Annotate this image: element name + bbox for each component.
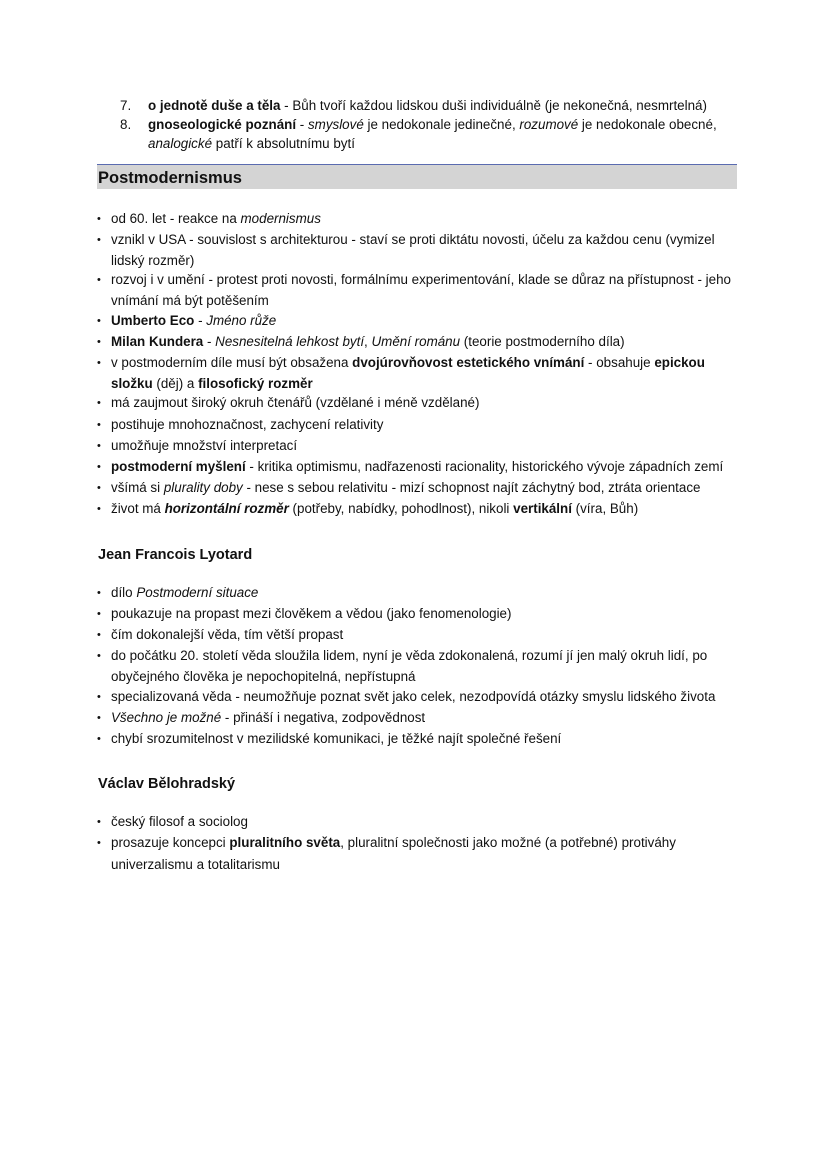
text-span: v postmoderním díle musí být obsažena — [111, 355, 353, 371]
text-span: - kritika optimismu, nadřazenosti racionality, historického vývoje západních zemí — [245, 459, 724, 475]
bullet-icon: • — [97, 335, 101, 348]
bullet-icon: • — [97, 711, 101, 724]
italic-span: Nesnesitelná lehkost bytí — [215, 333, 365, 349]
bullet-icon: • — [97, 503, 101, 516]
text-span: - nese s sebou relativitu - mizí schopnost najít záchytný bod, ztráta orientace — [242, 480, 701, 496]
text-span: od 60. let - reakce na — [111, 210, 241, 226]
numbered-item — [97, 96, 737, 115]
bullet-icon: • — [97, 314, 101, 327]
bold-span: postmoderní myšlení — [111, 459, 246, 475]
section-header-bar — [97, 164, 737, 189]
text-span: - přináší i negativa, zodpovědnost — [221, 709, 426, 725]
text-span: do počátku 20. století věda sloužila lidem, nyní je věda zdokonalená, rozumí jí jen malý okruh lidí, po obyčejného člověka je nepochopitelná, nepřístupná — [111, 648, 708, 685]
bullet-item — [97, 583, 737, 604]
italic-span: Všechno je možné — [111, 709, 222, 725]
bold-span: dvojúrovňovost estetického vnímání — [352, 355, 585, 371]
text-span: (potřeby, nabídky, pohodlnost), nikoli — [288, 501, 514, 517]
bullet-icon: • — [97, 212, 101, 225]
italic-span: modernismus — [240, 210, 321, 226]
bullet-icon: • — [97, 629, 101, 642]
bullet-item — [97, 457, 737, 478]
text-span: poukazuje na propast mezi člověkem a vědou (jako fenomenologie) — [111, 605, 512, 621]
bullet-item — [97, 270, 737, 310]
bullet-item — [97, 625, 737, 646]
italic-span: Jméno růže — [206, 312, 277, 328]
bullet-icon: • — [97, 397, 101, 410]
bullet-item — [97, 478, 737, 499]
bullet-item — [97, 353, 737, 393]
numbered-list — [97, 96, 737, 154]
bold-span: Milan Kundera — [111, 333, 204, 349]
bold-span: filosofický rozměr — [198, 376, 313, 392]
bullet-icon: • — [97, 837, 101, 850]
text-span: (děj) a — [152, 376, 199, 392]
bullet-icon: • — [97, 816, 101, 829]
text-span: je nedokonale jedinečné, — [363, 117, 520, 133]
text-span: patří k absolutnímu bytí — [212, 136, 355, 152]
text-span: čím dokonalejší věda, tím větší propast — [111, 627, 344, 643]
bullet-item — [97, 499, 737, 520]
numbered-item — [97, 115, 737, 153]
text-span: , — [364, 333, 372, 349]
bold-span: o jednotě duše a těla — [148, 98, 281, 113]
text-span: je nedokonale obecné, — [578, 117, 717, 133]
text-span: prosazuje koncepci — [111, 835, 230, 851]
text-span: specializovaná věda - neumožňuje poznat svět jako celek, nezodpovídá otázky smyslu lidského života — [111, 688, 716, 704]
text-span: rozvoj i v umění - protest proti novosti, formálnímu experimentování, klade se důraz na přístupnost - jeho vnímání má být potěšením — [111, 272, 731, 309]
text-span: všímá si — [111, 480, 164, 496]
bullet-item — [97, 393, 737, 414]
text-span: vznikl v USA - souvislost s architekturou - staví se proti diktátu novosti, účelu za každou cenu (vymizel lidský rozměr) — [111, 231, 715, 269]
bullet-icon: • — [97, 461, 101, 474]
bullet-item — [97, 833, 737, 873]
bullet-item — [97, 436, 737, 457]
italic-span: rozumové — [519, 117, 579, 133]
bold-span: epickou složku — [111, 355, 705, 392]
section-title: Postmodernismus — [98, 168, 242, 187]
italic-span: analogické — [148, 136, 213, 152]
text-span: dílo — [111, 584, 137, 600]
bold-span: vertikální — [513, 501, 572, 517]
bullet-icon: • — [97, 607, 101, 620]
bullet-item — [97, 604, 737, 625]
bullet-icon: • — [97, 418, 101, 431]
italic-span: smyslové — [307, 117, 364, 133]
bullet-icon: • — [97, 733, 101, 746]
bullet-icon: • — [97, 690, 101, 703]
bullet-icon: • — [97, 274, 101, 287]
text-span: chybí srozumitelnost v mezilidské komunikaci, je těžké najít společné řešení — [111, 731, 562, 747]
belohradsky-heading: Václav Bělohradský — [98, 776, 236, 793]
bullet-icon: • — [97, 439, 101, 452]
text-span: - — [203, 333, 216, 349]
bullet-icon: • — [97, 233, 101, 246]
text-span: postihuje mnohoznačnost, zachycení relativity — [111, 416, 384, 432]
bullet-item — [97, 415, 737, 436]
item-number: 7. — [120, 98, 132, 113]
bullet-icon: • — [97, 482, 101, 495]
bold-span: gnoseologické poznání — [148, 117, 297, 133]
bullet-item — [97, 687, 737, 708]
bullet-item — [97, 729, 737, 750]
bullet-item — [97, 230, 737, 270]
bullet-icon: • — [97, 357, 101, 370]
document-page — [97, 96, 737, 874]
text-span: - Bůh tvoří každou lidskou duši individuálně (je nekonečná, nesmrtelná) — [280, 98, 707, 113]
text-span: má zaujmout široký okruh čtenářů (vzdělané i méně vzdělané) — [111, 395, 480, 411]
italic-span: Postmoderní situace — [136, 584, 259, 600]
bullet-item — [97, 311, 737, 332]
bullet-icon: • — [97, 650, 101, 663]
bullet-item — [97, 708, 737, 729]
bullet-icon: • — [97, 586, 101, 599]
postmodern-bullet-list — [97, 209, 737, 521]
text-span: - — [296, 117, 308, 133]
text-span: umožňuje množství interpretací — [111, 437, 298, 453]
bold-span: pluralitního světa — [229, 835, 341, 851]
text-span: (teorie postmoderního díla) — [460, 333, 625, 349]
text-span: , pluralitní společnosti jako možné (a potřebné) protiváhy univerzalismu a totalitarismu — [111, 835, 676, 872]
text-span: český filosof a sociolog — [111, 814, 248, 830]
text-span: (víra, Bůh) — [571, 501, 639, 517]
bold-span: Umberto Eco — [111, 312, 195, 328]
item-number: 8. — [120, 117, 132, 133]
bullet-item — [97, 209, 737, 230]
belohradsky-bullet-list — [97, 812, 737, 874]
item-text — [148, 96, 737, 115]
lyotard-heading: Jean Francois Lyotard — [98, 546, 253, 563]
bullet-item — [97, 332, 737, 353]
lyotard-bullet-list — [97, 583, 737, 751]
text-span: - obsahuje — [584, 355, 655, 371]
italic-span: Umění románu — [371, 333, 461, 349]
bold-italic-span: horizontální rozměr — [164, 501, 289, 517]
text-span: - — [194, 312, 207, 328]
item-text — [148, 115, 737, 153]
italic-span: plurality doby — [163, 480, 243, 496]
bullet-item — [97, 646, 737, 686]
text-span: život má — [111, 501, 165, 517]
bullet-item — [97, 812, 737, 833]
